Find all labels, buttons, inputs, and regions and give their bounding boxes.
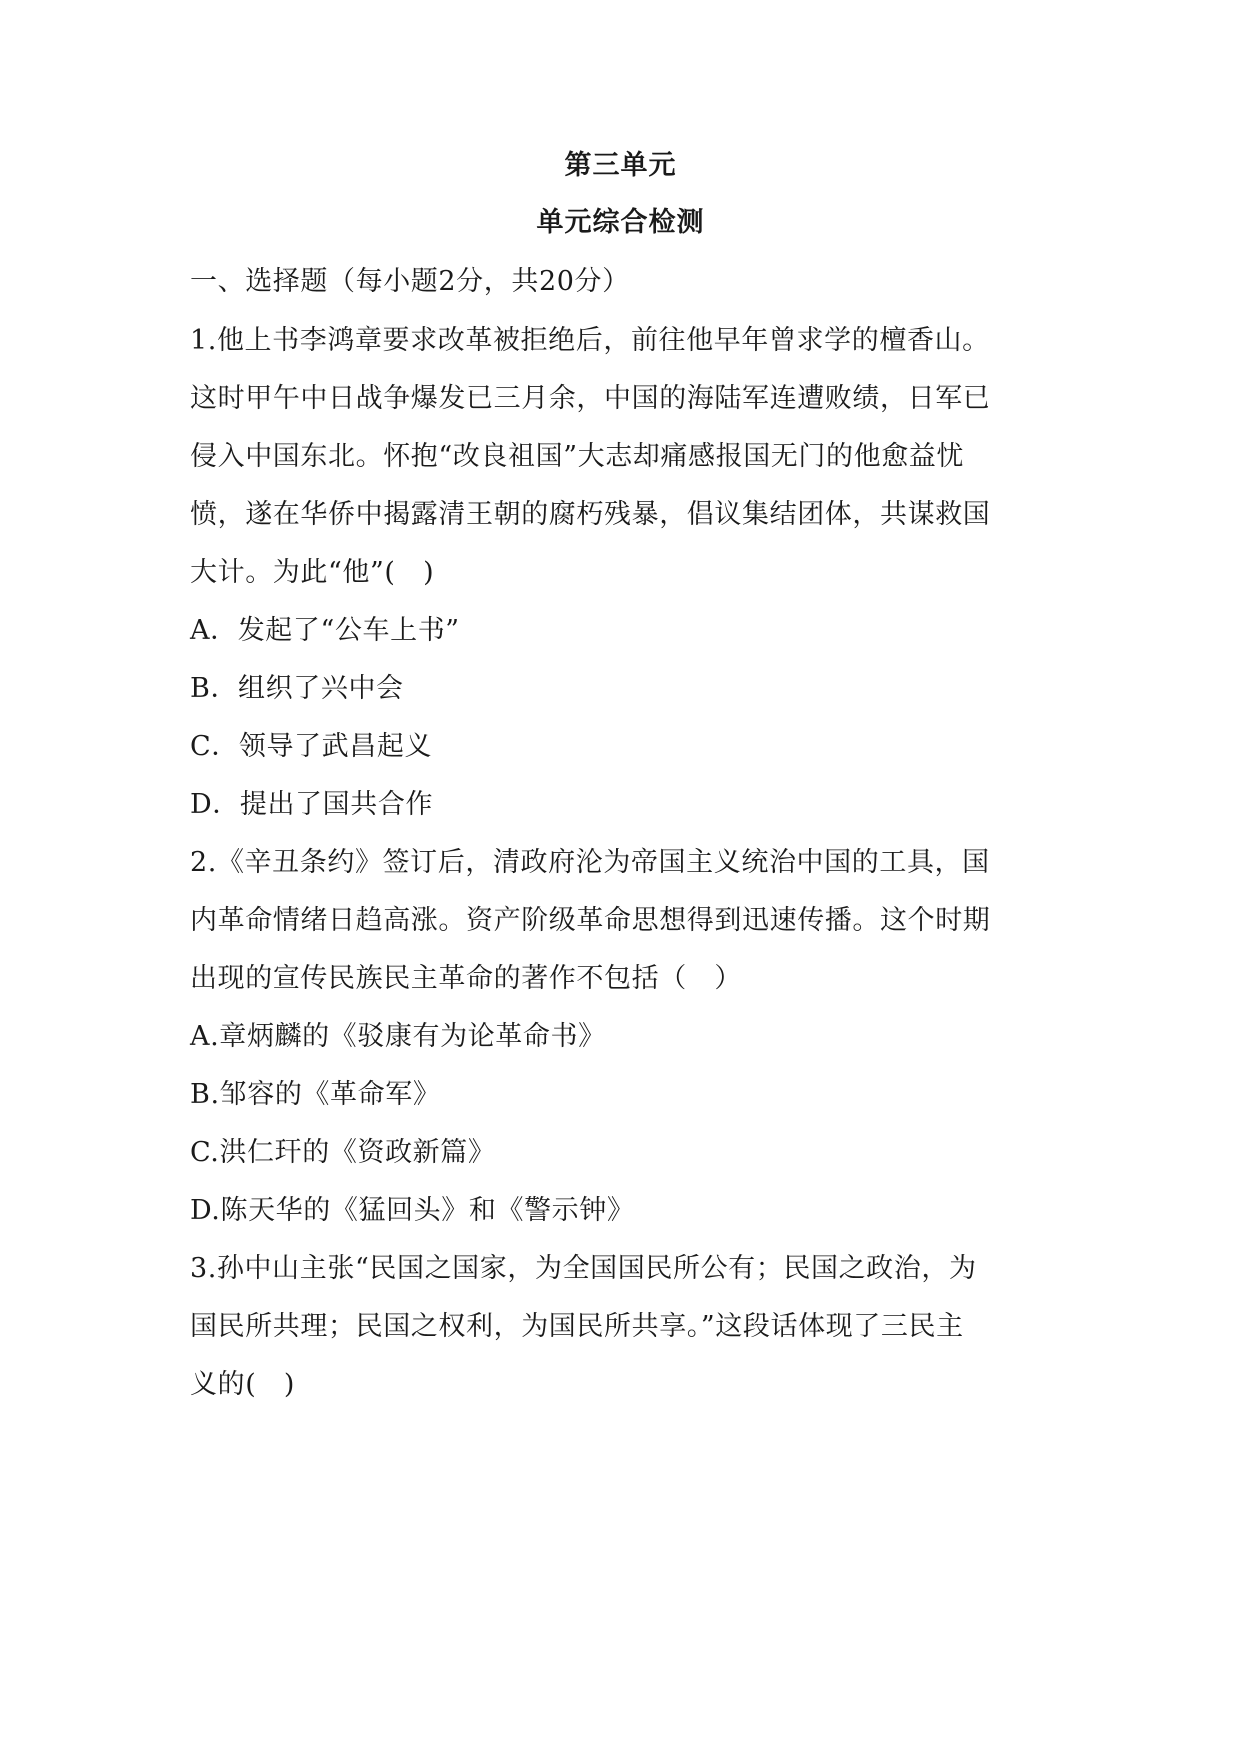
answer-option-b: B.邹容的《革命军》	[190, 1079, 441, 1110]
answer-option-d: D．提出了国共合作	[190, 789, 434, 820]
answer-option-d: D.陈天华的《猛回头》和《警示钟》	[190, 1195, 635, 1226]
question-stem-line: 愤，遂在华侨中揭露清王朝的腐朽残暴，倡议集结团体，共谋救国	[190, 499, 991, 530]
question-stem-line: 内革命情绪日趋高涨。资产阶级革命思想得到迅速传播。这个时期	[190, 905, 991, 936]
question-stem-line: 国民所共理；民国之权利，为国民所共享。”这段话体现了三民主	[190, 1311, 964, 1342]
answer-option-b: B．组织了兴中会	[190, 673, 404, 704]
question-stem-line: 3.孙中山主张“民国之国家，为全国国民所公有；民国之政治，为	[190, 1253, 977, 1284]
test-title: 单元综合检测	[536, 207, 705, 238]
unit-title: 第三单元	[564, 150, 677, 181]
question-stem-line: 2.《辛丑条约》签订后，清政府沦为帝国主义统治中国的工具，国	[190, 847, 990, 878]
answer-option-c: C．领导了武昌起义	[190, 731, 433, 762]
question-stem-line: 这时甲午中日战争爆发已三月余，中国的海陆军连遭败绩，日军已	[190, 383, 991, 414]
answer-option-c: C.洪仁玕的《资政新篇》	[190, 1137, 496, 1168]
question-stem-line: 出现的宣传民族民主革命的著作不包括（ ）	[190, 963, 742, 994]
answer-option-a: A.章炳麟的《驳康有为论革命书》	[190, 1021, 606, 1052]
section-heading: 一、选择题（每小题2分，共20分）	[190, 266, 630, 297]
question-stem-line: 大计。为此“他”( )	[190, 557, 435, 588]
question-stem-line: 1.他上书李鸿章要求改革被拒绝后，前往他早年曾求学的檀香山。	[190, 325, 990, 356]
question-stem-line: 义的( )	[190, 1369, 296, 1400]
question-stem-line: 侵入中国东北。怀抱“改良祖国”大志却痛感报国无门的他愈益忧	[190, 441, 965, 472]
answer-option-a: A．发起了“公车上书”	[190, 615, 460, 646]
